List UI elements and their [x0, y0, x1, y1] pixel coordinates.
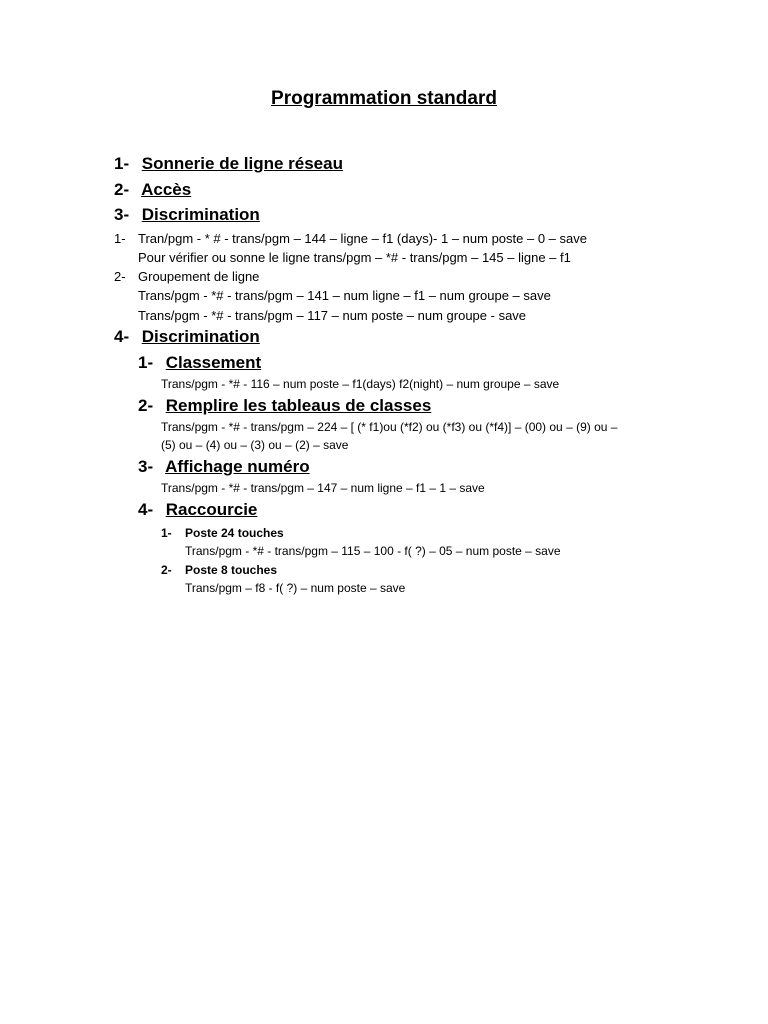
instruction-text: (5) ou – (4) ou – (3) ou – (2) – save [161, 438, 349, 452]
item-title: Poste 8 touches [185, 563, 278, 577]
subsection-heading [138, 500, 257, 520]
instruction-text: Trans/pgm - *# - trans/pgm – 224 – [ (* f1)ou (*f2) ou (*f3) ou (*f4)] – (00) ou – (9) ou – [161, 420, 618, 434]
list-item-number: 2- [161, 563, 172, 577]
list-item [114, 231, 587, 246]
item-title: Poste 24 touches [185, 526, 284, 540]
section-title: Discrimination [141, 205, 260, 224]
subsection-title: Remplire les tableaus de classes [165, 396, 432, 415]
subsection-heading [138, 396, 431, 416]
instruction-text: Trans/pgm – f8 - f( ?) – num poste – save [185, 581, 406, 595]
section-3-heading [114, 205, 260, 225]
section-2-heading [114, 180, 191, 200]
page-title: Programmation standard [271, 88, 497, 109]
section-title: Sonnerie de ligne réseau [141, 154, 343, 173]
subsection-number: 2- [138, 396, 154, 415]
list-item [161, 526, 284, 540]
instruction-text: Trans/pgm - *# - trans/pgm – 115 – 100 - f( ?) – 05 – num poste – save [185, 544, 561, 558]
list-item-number: 2- [114, 269, 126, 284]
instruction-text: Tran/pgm - * # - trans/pgm – 144 – ligne – f1 (days)- 1 – num poste – 0 – save [138, 231, 587, 246]
subsection-number: 4- [138, 500, 154, 519]
instruction-text: Pour vérifier ou sonne le ligne trans/pgm – *# - trans/pgm – 145 – ligne – f1 [138, 250, 571, 265]
section-1-heading [114, 154, 343, 174]
subsection-title: Affichage numéro [165, 457, 310, 476]
section-number: 3- [114, 205, 130, 224]
section-number: 1- [114, 154, 130, 173]
list-item [114, 269, 259, 284]
subsection-heading [138, 457, 310, 477]
section-title: Accès [141, 180, 192, 199]
instruction-text: Trans/pgm - *# - trans/pgm – 117 – num poste – num groupe - save [138, 308, 527, 323]
list-item-number: 1- [114, 231, 126, 246]
instruction-text: Trans/pgm - *# - 116 – num poste – f1(days) f2(night) – num groupe – save [161, 377, 560, 391]
list-item [161, 563, 277, 577]
section-4-heading [114, 327, 260, 347]
section-number: 4- [114, 327, 130, 346]
section-number: 2- [114, 180, 130, 199]
section-title: Discrimination [141, 327, 260, 346]
subsection-number: 3- [138, 457, 154, 476]
subsection-heading [138, 353, 261, 373]
instruction-text: Trans/pgm - *# - trans/pgm – 147 – num ligne – f1 – 1 – save [161, 481, 485, 495]
list-item-number: 1- [161, 526, 172, 540]
instruction-text: Trans/pgm - *# - trans/pgm – 141 – num ligne – f1 – num groupe – save [138, 288, 551, 303]
subsection-title: Raccourcie [165, 500, 258, 519]
instruction-text: Groupement de ligne [138, 269, 260, 284]
subsection-number: 1- [138, 353, 154, 372]
subsection-title: Classement [165, 353, 262, 372]
